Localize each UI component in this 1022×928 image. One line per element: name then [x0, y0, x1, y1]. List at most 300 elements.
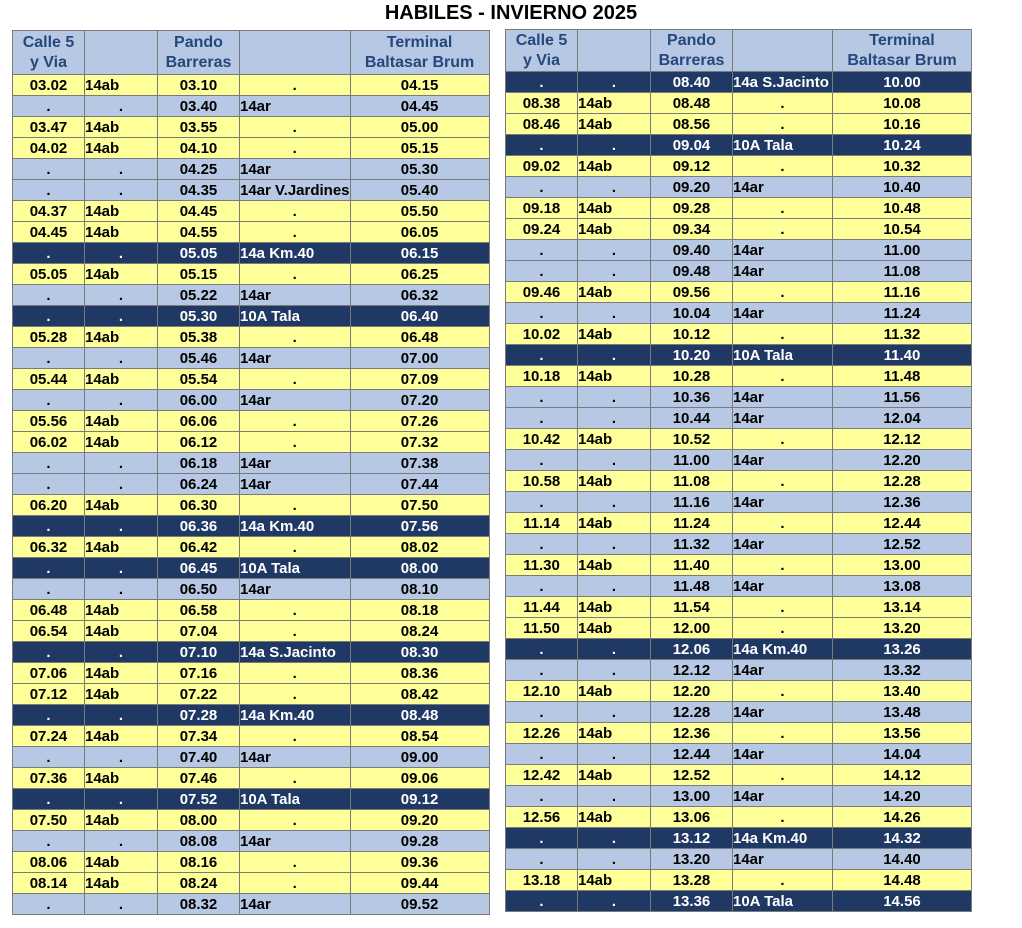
schedule-table-right: [505, 29, 972, 912]
cell-pando: 12.44: [651, 744, 733, 765]
cell-terminal: 07.50: [350, 495, 489, 516]
cell-calle5: .: [506, 261, 578, 282]
cell-calle5: .: [13, 558, 85, 579]
cell-route-1: 14ab: [578, 870, 651, 891]
cell-route-2: 14a Km.40: [240, 516, 351, 537]
cell-pando: 07.16: [158, 663, 240, 684]
cell-route-2: .: [733, 870, 833, 891]
cell-route-2: .: [240, 201, 351, 222]
cell-pando: 12.06: [651, 639, 733, 660]
table-row: [13, 96, 490, 117]
cell-terminal: 09.36: [350, 852, 489, 873]
cell-route-1: 14ab: [85, 873, 158, 894]
cell-terminal: 09.44: [350, 873, 489, 894]
table-row: [506, 114, 972, 135]
cell-route-1: .: [85, 642, 158, 663]
cell-terminal: 14.56: [833, 891, 972, 912]
cell-calle5: .: [506, 744, 578, 765]
cell-route-2: 10A Tala: [240, 789, 351, 810]
cell-pando: 11.54: [651, 597, 733, 618]
cell-calle5: 03.02: [13, 75, 85, 96]
cell-terminal: 07.38: [350, 453, 489, 474]
cell-calle5: .: [506, 534, 578, 555]
table-row: [506, 576, 972, 597]
cell-calle5: .: [13, 390, 85, 411]
cell-pando: 13.12: [651, 828, 733, 849]
cell-route-1: .: [578, 492, 651, 513]
cell-calle5: 08.14: [13, 873, 85, 894]
cell-calle5: .: [13, 747, 85, 768]
cell-calle5: .: [13, 96, 85, 117]
cell-route-1: .: [85, 96, 158, 117]
header-calle5-line2: y Via: [29, 53, 68, 71]
table-row: [13, 453, 490, 474]
cell-pando: 12.28: [651, 702, 733, 723]
cell-terminal: 08.24: [350, 621, 489, 642]
cell-calle5: .: [506, 660, 578, 681]
cell-route-2: 14ar V.Jardines: [240, 181, 350, 199]
table-row: [13, 789, 490, 810]
cell-route-1: 14ab: [578, 198, 651, 219]
cell-calle5: .: [506, 345, 578, 366]
cell-pando: 06.36: [158, 516, 240, 537]
table-row: [506, 366, 972, 387]
cell-route-2: 14ar: [733, 786, 833, 807]
cell-calle5: .: [506, 408, 578, 429]
table-row: [506, 723, 972, 744]
schedule-table-left: [12, 30, 490, 915]
cell-terminal: 08.18: [350, 600, 489, 621]
cell-route-2: .: [240, 621, 351, 642]
cell-pando: 07.40: [158, 747, 240, 768]
cell-route-2: 14a Km.40: [240, 705, 351, 726]
cell-terminal: 12.52: [833, 534, 972, 555]
table-row: [506, 261, 972, 282]
table-row: [13, 180, 490, 201]
cell-route-2: .: [733, 198, 833, 219]
cell-route-2: .: [733, 555, 833, 576]
cell-route-1: 14ab: [578, 324, 651, 345]
table-row: [506, 744, 972, 765]
cell-route-2: 10A Tala: [733, 135, 833, 156]
cell-pando: 05.54: [158, 369, 240, 390]
header-calle5-line2: y Via: [522, 51, 561, 69]
table-row: [13, 747, 490, 768]
cell-terminal: 14.12: [833, 765, 972, 786]
cell-route-2: 14ar: [733, 387, 833, 408]
cell-route-1: .: [578, 639, 651, 660]
cell-route-1: 14ab: [85, 621, 158, 642]
cell-terminal: 05.40: [350, 180, 489, 201]
cell-route-2: .: [733, 93, 833, 114]
cell-terminal: 10.00: [833, 72, 972, 93]
cell-route-2: 14a S.Jacinto: [240, 642, 351, 663]
table-row: [506, 618, 972, 639]
cell-pando: 08.56: [651, 114, 733, 135]
cell-route-2: 14ar: [733, 534, 833, 555]
cell-pando: 10.20: [651, 345, 733, 366]
cell-terminal: 12.36: [833, 492, 972, 513]
table-row: [13, 390, 490, 411]
cell-terminal: 07.09: [350, 369, 489, 390]
cell-calle5: .: [13, 453, 85, 474]
table-row: [13, 327, 490, 348]
cell-route-1: .: [578, 72, 651, 93]
cell-terminal: 07.32: [350, 432, 489, 453]
cell-calle5: .: [13, 243, 85, 264]
cell-calle5: .: [506, 702, 578, 723]
cell-route-1: 14ab: [85, 726, 158, 747]
table-row: [506, 471, 972, 492]
cell-route-2: 14ar: [733, 492, 833, 513]
cell-pando: 13.20: [651, 849, 733, 870]
cell-route-2: .: [240, 726, 351, 747]
cell-calle5: 08.38: [506, 93, 578, 114]
cell-calle5: .: [506, 576, 578, 597]
cell-calle5: .: [13, 516, 85, 537]
cell-route-1: .: [578, 828, 651, 849]
cell-pando: 08.08: [158, 831, 240, 852]
cell-calle5: .: [506, 387, 578, 408]
cell-calle5: .: [13, 831, 85, 852]
cell-route-2: .: [733, 114, 833, 135]
cell-route-2: .: [240, 432, 351, 453]
cell-terminal: 10.40: [833, 177, 972, 198]
cell-route-2: 14ar: [733, 261, 833, 282]
cell-calle5: .: [506, 135, 578, 156]
table-row: [13, 726, 490, 747]
header-route-1: [578, 30, 651, 72]
cell-route-1: .: [578, 135, 651, 156]
cell-route-2: 14ar: [240, 285, 351, 306]
cell-calle5: .: [506, 303, 578, 324]
cell-terminal: 13.32: [833, 660, 972, 681]
table-row: [506, 660, 972, 681]
table-row: [13, 558, 490, 579]
cell-route-1: 14ab: [85, 201, 158, 222]
table-row: [506, 387, 972, 408]
cell-route-1: 14ab: [85, 138, 158, 159]
cell-route-2: 14ar: [733, 576, 833, 597]
table-row: [506, 849, 972, 870]
cell-terminal: 09.28: [350, 831, 489, 852]
cell-route-1: 14ab: [85, 75, 158, 96]
cell-route-2: 14ar: [733, 849, 833, 870]
cell-route-1: .: [578, 702, 651, 723]
cell-pando: 11.00: [651, 450, 733, 471]
table-row: [13, 894, 490, 915]
cell-route-2: 10A Tala: [240, 558, 351, 579]
header-pando-line1: Pando: [174, 33, 223, 51]
cell-terminal: 13.48: [833, 702, 972, 723]
cell-terminal: 08.42: [350, 684, 489, 705]
cell-calle5: .: [13, 894, 85, 915]
cell-terminal: 08.36: [350, 663, 489, 684]
cell-route-2: .: [733, 471, 833, 492]
cell-terminal: 10.16: [833, 114, 972, 135]
cell-route-2: 14a Km.40: [733, 639, 833, 660]
cell-calle5: .: [13, 159, 85, 180]
cell-terminal: 08.00: [350, 558, 489, 579]
cell-terminal: 13.40: [833, 681, 972, 702]
table-row: [506, 198, 972, 219]
cell-route-1: .: [578, 576, 651, 597]
cell-pando: 12.20: [651, 681, 733, 702]
cell-calle5: 08.06: [13, 852, 85, 873]
cell-route-2: 14ar: [733, 177, 833, 198]
cell-pando: 05.38: [158, 327, 240, 348]
cell-route-2: .: [733, 513, 833, 534]
cell-route-2: .: [240, 663, 351, 684]
table-row: [13, 201, 490, 222]
cell-route-1: .: [85, 285, 158, 306]
cell-pando: 13.28: [651, 870, 733, 891]
cell-calle5: 07.06: [13, 663, 85, 684]
cell-calle5: .: [506, 891, 578, 912]
cell-terminal: 05.30: [350, 159, 489, 180]
cell-route-1: 14ab: [85, 222, 158, 243]
cell-pando: 11.16: [651, 492, 733, 513]
cell-route-2: .: [240, 138, 351, 159]
cell-route-1: 14ab: [85, 117, 158, 138]
cell-pando: 04.55: [158, 222, 240, 243]
cell-calle5: 06.54: [13, 621, 85, 642]
table-row: [506, 870, 972, 891]
cell-terminal: 05.00: [350, 117, 489, 138]
table-row: [13, 600, 490, 621]
cell-route-1: .: [85, 474, 158, 495]
cell-pando: 12.00: [651, 618, 733, 639]
cell-calle5: 07.50: [13, 810, 85, 831]
cell-route-2: .: [240, 852, 351, 873]
cell-calle5: 12.10: [506, 681, 578, 702]
table-header-row: [506, 30, 972, 72]
cell-route-2: 14ar: [240, 453, 351, 474]
cell-pando: 06.58: [158, 600, 240, 621]
cell-route-1: 14ab: [578, 471, 651, 492]
cell-route-1: 14ab: [578, 513, 651, 534]
cell-route-2: .: [240, 369, 351, 390]
cell-calle5: .: [13, 474, 85, 495]
cell-pando: 11.48: [651, 576, 733, 597]
cell-pando: 06.30: [158, 495, 240, 516]
cell-pando: 05.22: [158, 285, 240, 306]
cell-route-2: 10A Tala: [733, 891, 833, 912]
cell-pando: 06.42: [158, 537, 240, 558]
cell-route-1: 14ab: [85, 495, 158, 516]
table-row: [506, 639, 972, 660]
cell-calle5: .: [13, 642, 85, 663]
cell-calle5: 06.02: [13, 432, 85, 453]
table-row: [13, 411, 490, 432]
cell-pando: 10.28: [651, 366, 733, 387]
cell-terminal: 12.12: [833, 429, 972, 450]
cell-calle5: .: [506, 849, 578, 870]
table-row: [506, 492, 972, 513]
cell-calle5: .: [13, 306, 85, 327]
cell-calle5: 05.28: [13, 327, 85, 348]
cell-calle5: 07.24: [13, 726, 85, 747]
cell-pando: 05.05: [158, 243, 240, 264]
table-row: [13, 663, 490, 684]
table-row: [13, 873, 490, 894]
cell-route-1: 14ab: [578, 429, 651, 450]
table-row: [13, 516, 490, 537]
table-row: [506, 345, 972, 366]
table-row: [506, 891, 972, 912]
cell-route-2: .: [733, 723, 833, 744]
cell-pando: 03.55: [158, 117, 240, 138]
header-calle5-line1: Calle 5: [515, 31, 568, 49]
cell-pando: 10.44: [651, 408, 733, 429]
cell-route-2: 14ar: [733, 744, 833, 765]
cell-pando: 06.24: [158, 474, 240, 495]
cell-route-2: 14a S.Jacinto: [733, 72, 833, 93]
cell-calle5: 12.42: [506, 765, 578, 786]
cell-route-2: .: [240, 537, 351, 558]
table-row: [506, 93, 972, 114]
cell-route-2: .: [733, 597, 833, 618]
cell-terminal: 08.30: [350, 642, 489, 663]
table-row: [13, 852, 490, 873]
cell-terminal: 12.44: [833, 513, 972, 534]
cell-terminal: 07.56: [350, 516, 489, 537]
cell-route-2: .: [240, 495, 351, 516]
cell-route-1: .: [85, 390, 158, 411]
cell-calle5: 11.14: [506, 513, 578, 534]
cell-route-2: 10A Tala: [240, 306, 351, 327]
cell-route-2: .: [733, 324, 833, 345]
cell-terminal: 09.20: [350, 810, 489, 831]
table-row: [506, 240, 972, 261]
cell-pando: 11.40: [651, 555, 733, 576]
cell-terminal: 09.06: [350, 768, 489, 789]
table-row: [506, 765, 972, 786]
cell-route-1: .: [85, 180, 158, 201]
cell-calle5: .: [506, 492, 578, 513]
header-route-2: [240, 31, 351, 75]
cell-pando: 06.50: [158, 579, 240, 600]
cell-route-2: .: [240, 873, 351, 894]
cell-pando: 13.00: [651, 786, 733, 807]
cell-route-1: 14ab: [85, 327, 158, 348]
cell-terminal: 10.54: [833, 219, 972, 240]
cell-route-2: 14ar: [733, 660, 833, 681]
cell-route-2: 14ar: [733, 702, 833, 723]
cell-terminal: 11.08: [833, 261, 972, 282]
cell-calle5: .: [506, 177, 578, 198]
cell-terminal: 06.40: [350, 306, 489, 327]
cell-calle5: .: [13, 705, 85, 726]
cell-route-1: .: [578, 849, 651, 870]
cell-pando: 06.06: [158, 411, 240, 432]
cell-route-1: 14ab: [85, 600, 158, 621]
cell-calle5: 06.48: [13, 600, 85, 621]
cell-terminal: 12.20: [833, 450, 972, 471]
cell-pando: 07.46: [158, 768, 240, 789]
cell-route-1: 14ab: [85, 684, 158, 705]
cell-calle5: .: [13, 180, 85, 201]
cell-route-1: .: [85, 747, 158, 768]
cell-route-2: .: [240, 600, 351, 621]
table-row: [13, 348, 490, 369]
cell-terminal: 07.20: [350, 390, 489, 411]
table-row: [506, 450, 972, 471]
cell-route-1: .: [578, 387, 651, 408]
cell-route-1: .: [85, 789, 158, 810]
cell-route-1: .: [85, 453, 158, 474]
cell-route-2: .: [240, 75, 351, 96]
cell-route-2: .: [733, 219, 833, 240]
header-calle5: [506, 30, 578, 72]
header-calle5: [13, 31, 85, 75]
cell-route-1: .: [85, 159, 158, 180]
cell-pando: 08.40: [651, 72, 733, 93]
cell-calle5: 08.46: [506, 114, 578, 135]
table-row: [13, 285, 490, 306]
cell-route-1: .: [578, 345, 651, 366]
cell-terminal: 04.45: [350, 96, 489, 117]
cell-pando: 12.36: [651, 723, 733, 744]
cell-pando: 08.32: [158, 894, 240, 915]
cell-pando: 10.12: [651, 324, 733, 345]
cell-route-1: 14ab: [85, 810, 158, 831]
cell-route-2: .: [240, 684, 351, 705]
cell-pando: 03.10: [158, 75, 240, 96]
cell-pando: 04.25: [158, 159, 240, 180]
cell-terminal: 07.26: [350, 411, 489, 432]
cell-route-1: .: [85, 558, 158, 579]
table-row: [13, 831, 490, 852]
cell-terminal: 09.52: [350, 894, 489, 915]
cell-route-1: 14ab: [578, 93, 651, 114]
cell-route-1: .: [85, 306, 158, 327]
cell-terminal: 10.08: [833, 93, 972, 114]
cell-calle5: 10.58: [506, 471, 578, 492]
cell-pando: 09.34: [651, 219, 733, 240]
cell-pando: 13.36: [651, 891, 733, 912]
cell-pando: 11.24: [651, 513, 733, 534]
cell-terminal: 07.44: [350, 474, 489, 495]
cell-route-2: .: [733, 681, 833, 702]
cell-calle5: .: [13, 348, 85, 369]
cell-route-2: .: [240, 768, 351, 789]
table-row: [13, 432, 490, 453]
cell-route-2: .: [240, 264, 351, 285]
cell-calle5: 09.24: [506, 219, 578, 240]
cell-calle5: 05.05: [13, 264, 85, 285]
cell-calle5: .: [506, 240, 578, 261]
table-row: [506, 702, 972, 723]
cell-route-2: 14ar: [240, 579, 351, 600]
cell-route-1: .: [578, 786, 651, 807]
cell-route-1: .: [85, 348, 158, 369]
cell-calle5: 09.18: [506, 198, 578, 219]
cell-pando: 11.08: [651, 471, 733, 492]
cell-pando: 04.10: [158, 138, 240, 159]
cell-pando: 07.22: [158, 684, 240, 705]
cell-pando: 13.06: [651, 807, 733, 828]
cell-pando: 05.30: [158, 306, 240, 327]
cell-pando: 09.20: [651, 177, 733, 198]
table-row: [506, 429, 972, 450]
cell-calle5: 12.56: [506, 807, 578, 828]
cell-pando: 07.10: [158, 642, 240, 663]
cell-terminal: 13.56: [833, 723, 972, 744]
cell-route-1: .: [578, 744, 651, 765]
header-pando-line2: Barreras: [165, 53, 232, 71]
cell-route-1: 14ab: [578, 765, 651, 786]
